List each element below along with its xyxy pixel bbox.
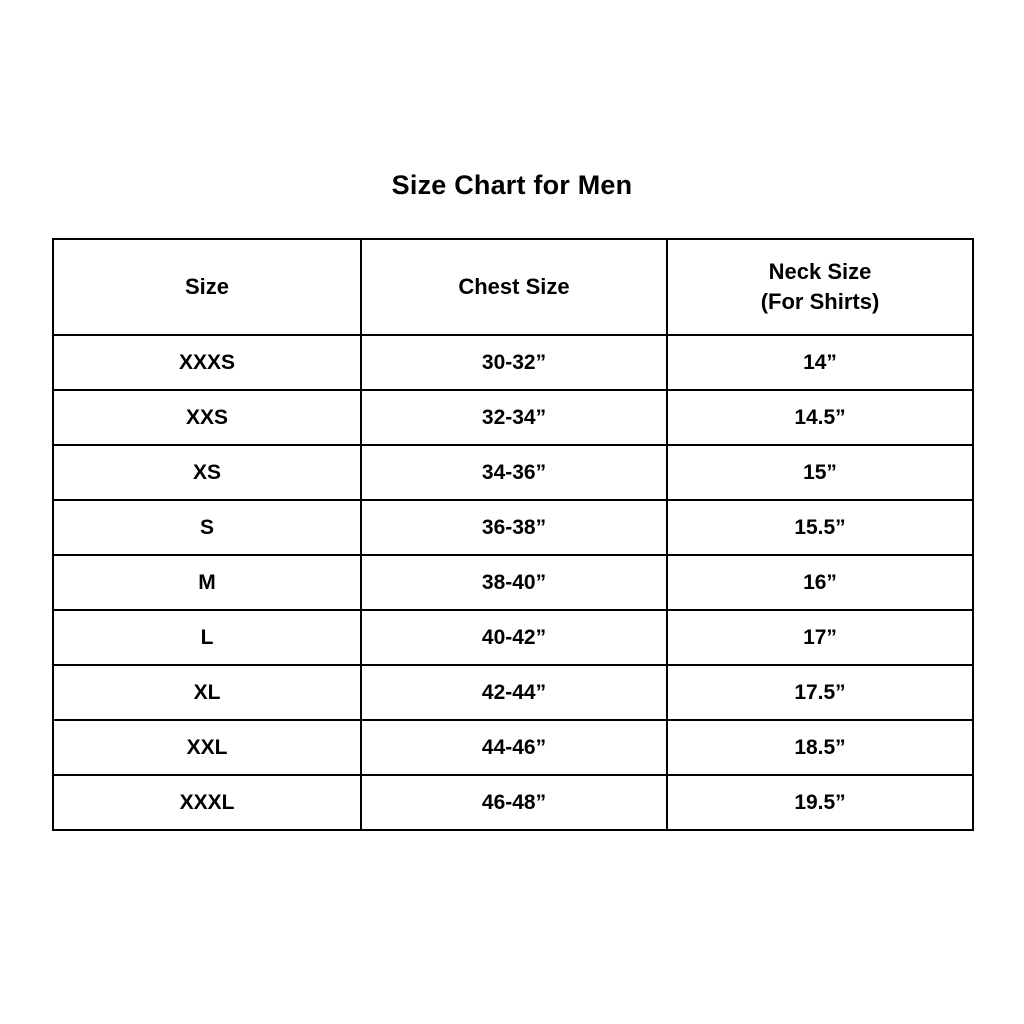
column-header-neck — [667, 239, 973, 335]
cell-neck: 15.5” — [667, 500, 973, 555]
table-row — [53, 720, 973, 775]
column-header-chest — [361, 239, 667, 335]
cell-neck: 14.5” — [667, 390, 973, 445]
column-header-neck-label: Neck Size — [768, 259, 872, 284]
cell-size: XS — [53, 445, 361, 500]
table-row — [53, 610, 973, 665]
cell-chest: 32-34” — [361, 390, 667, 445]
cell-chest: 36-38” — [361, 500, 667, 555]
table-row — [53, 445, 973, 500]
page-title: Size Chart for Men — [391, 170, 633, 200]
column-header-neck-sublabel: (For Shirts) — [760, 289, 880, 314]
table-header-row — [53, 239, 973, 335]
size-chart-table — [52, 238, 974, 831]
cell-chest: 44-46” — [361, 720, 667, 775]
cell-chest: 38-40” — [361, 555, 667, 610]
table-row — [53, 555, 973, 610]
cell-size: XXL — [53, 720, 361, 775]
table-row — [53, 665, 973, 720]
cell-size: XXS — [53, 390, 361, 445]
cell-size: L — [53, 610, 361, 665]
table-row — [53, 335, 973, 390]
cell-size: XL — [53, 665, 361, 720]
column-header-size — [53, 239, 361, 335]
cell-size: XXXL — [53, 775, 361, 830]
cell-size: S — [53, 500, 361, 555]
cell-size: XXXS — [53, 335, 361, 390]
cell-chest: 46-48” — [361, 775, 667, 830]
cell-chest: 42-44” — [361, 665, 667, 720]
cell-neck: 14” — [667, 335, 973, 390]
column-header-chest-label: Chest Size — [458, 274, 570, 299]
cell-chest: 34-36” — [361, 445, 667, 500]
cell-chest: 30-32” — [361, 335, 667, 390]
cell-neck: 17.5” — [667, 665, 973, 720]
cell-neck: 18.5” — [667, 720, 973, 775]
table-row — [53, 775, 973, 830]
column-header-size-label: Size — [184, 274, 230, 299]
cell-neck: 15” — [667, 445, 973, 500]
cell-chest: 40-42” — [361, 610, 667, 665]
cell-neck: 16” — [667, 555, 973, 610]
table-row — [53, 500, 973, 555]
cell-neck: 19.5” — [667, 775, 973, 830]
cell-neck: 17” — [667, 610, 973, 665]
cell-size: M — [53, 555, 361, 610]
table-row — [53, 390, 973, 445]
